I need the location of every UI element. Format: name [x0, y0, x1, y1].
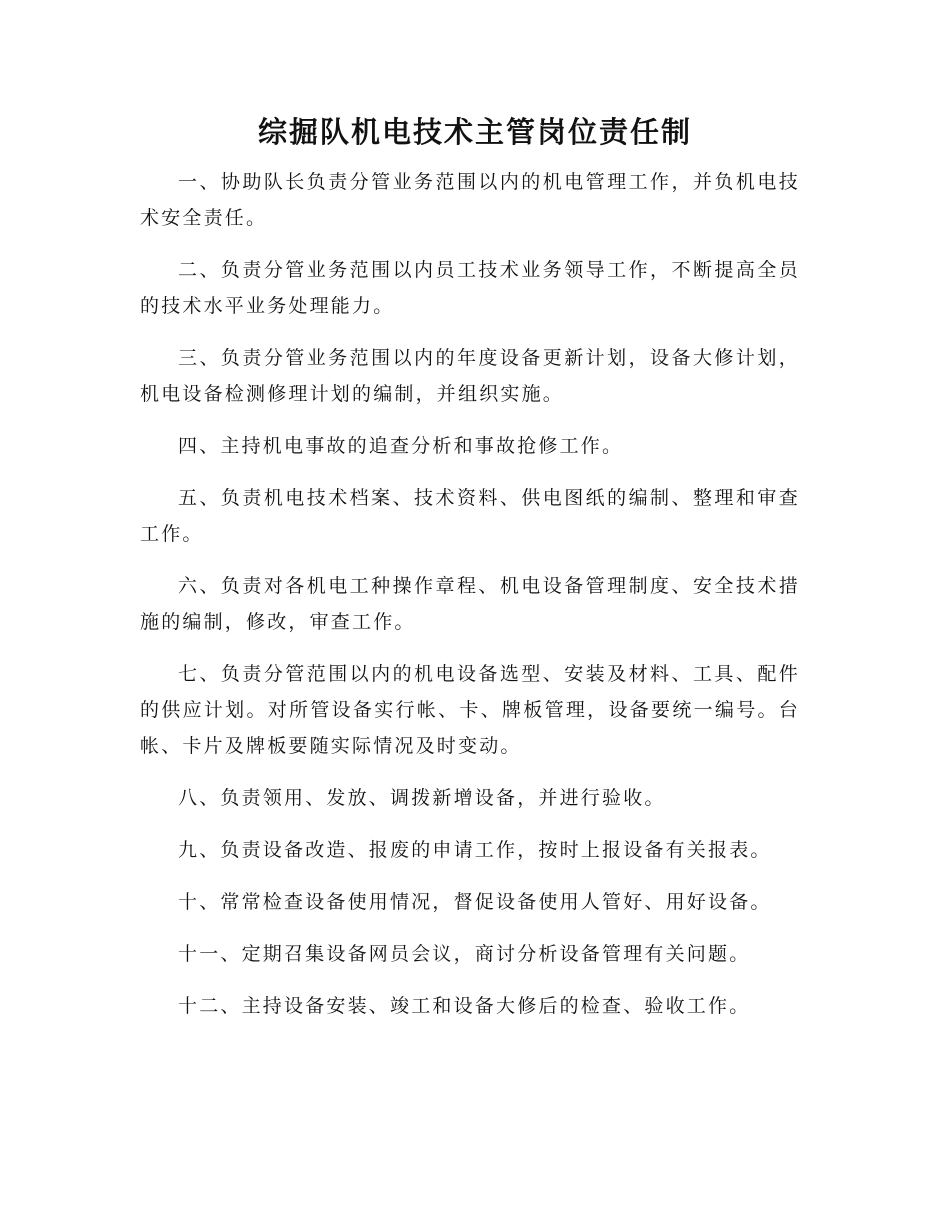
paragraph-3: 三、负责分管业务范围以内的年度设备更新计划，设备大修计划，机电设备检测修理计划的编制，并组织实施。 [140, 347, 800, 405]
paragraph-5: 五、负责机电技术档案、技术资料、供电图纸的编制、整理和审查工作。 [140, 487, 800, 545]
document-body [140, 164, 800, 1040]
paragraph-6: 六、负责对各机电工种操作章程、机电设备管理制度、安全技术措施的编制，修改，审查工作。 [140, 575, 800, 633]
paragraph-10: 十、常常检查设备使用情况，督促设备使用人管好、用好设备。 [178, 891, 772, 913]
paragraph-9: 九、负责设备改造、报废的申请工作，按时上报设备有关报表。 [178, 839, 772, 861]
paragraph-7: 七、负责分管范围以内的机电设备选型、安装及材料、工具、配件的供应计划。对所管设备实行帐、卡、牌板管理，设备要统一编号。台帐、卡片及牌板要随实际情况及时变动。 [140, 663, 800, 757]
paragraph-11: 十一、定期召集设备网员会议，商讨分析设备管理有关问题。 [178, 943, 751, 965]
paragraph-4: 四、主持机电事故的追查分析和事故抢修工作。 [178, 435, 624, 457]
paragraph-2: 二、负责分管业务范围以内员工技术业务领导工作，不断提高全员的技术水平业务处理能力。 [140, 259, 800, 317]
paragraph-1: 一、协助队长负责分管业务范围以内的机电管理工作，并负机电技术安全责任。 [140, 171, 800, 229]
paragraph-12: 十二、主持设备安装、竣工和设备大修后的检查、验收工作。 [178, 995, 751, 1017]
document-title: 综掘队机电技术主管岗位责任制 [257, 115, 692, 149]
paragraph-8: 八、负责领用、发放、调拨新增设备，并进行验收。 [178, 787, 666, 809]
